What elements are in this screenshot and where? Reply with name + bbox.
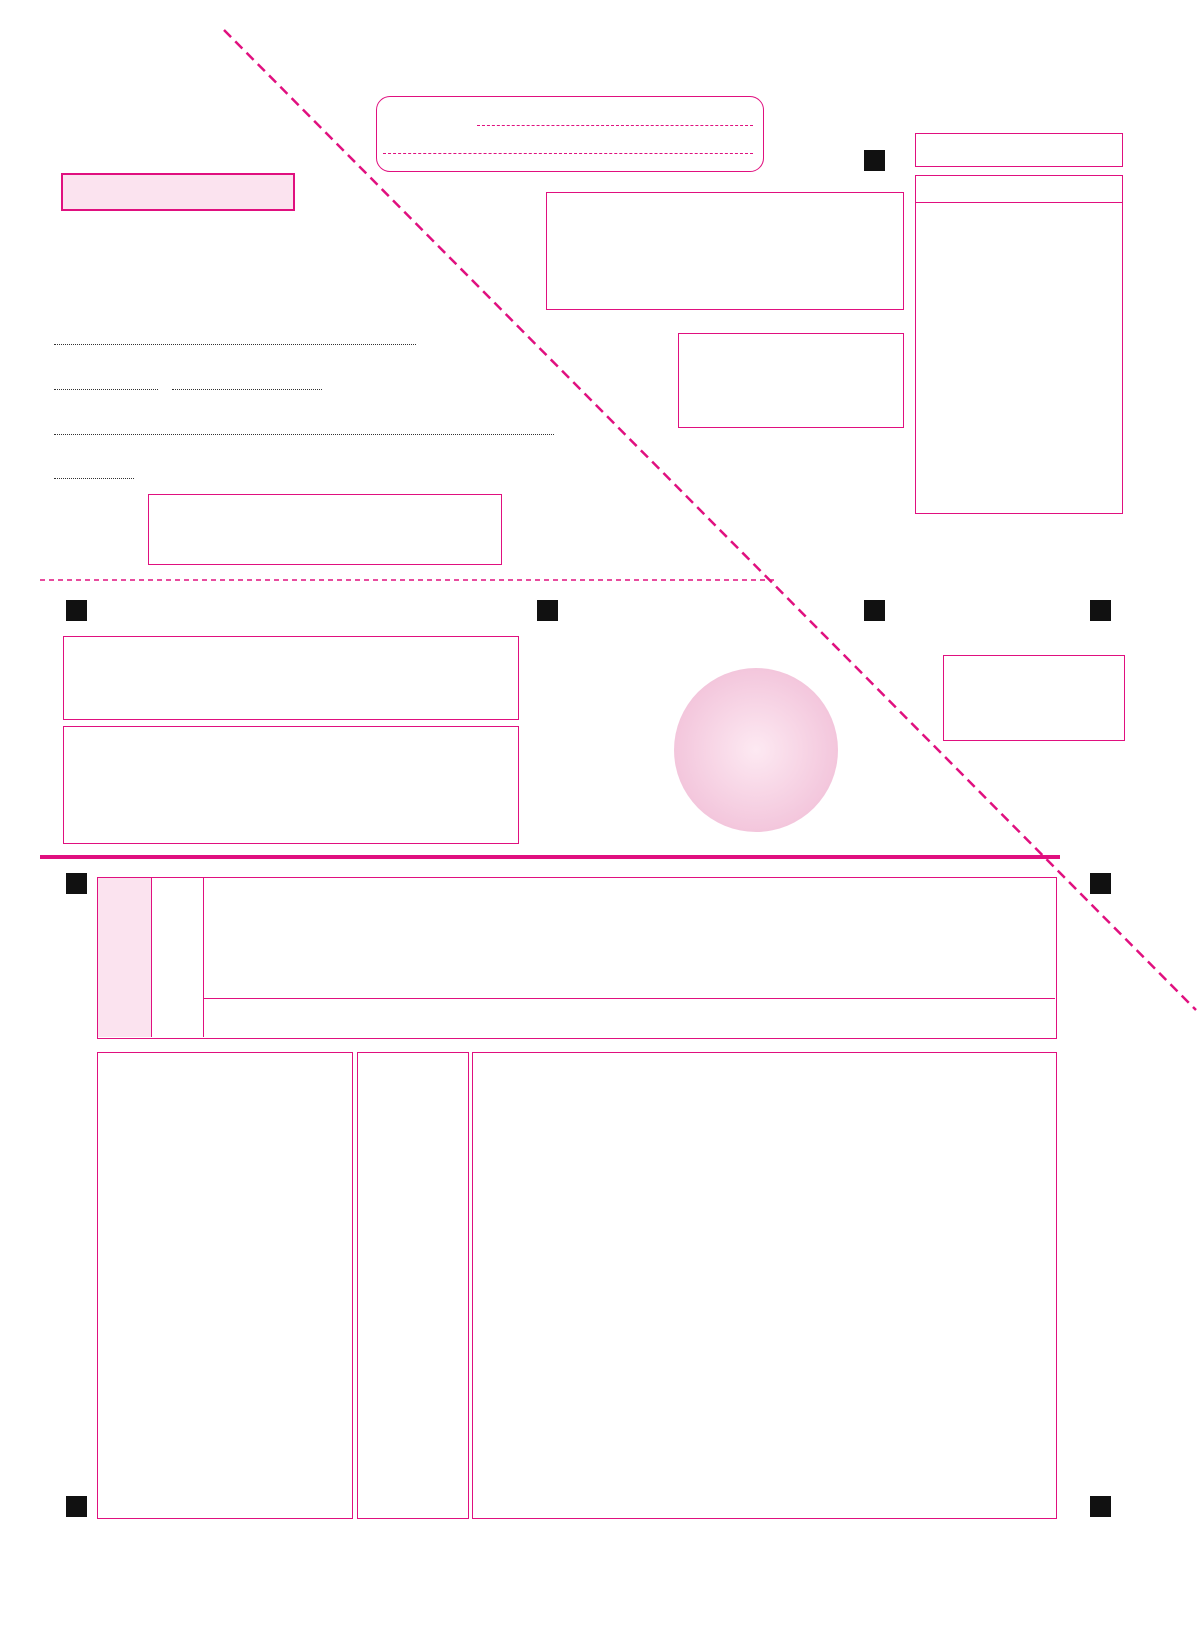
invigilator-signature-box[interactable]: [943, 655, 1125, 741]
subject-input-line[interactable]: [54, 434, 554, 435]
roll-in-words-line: [383, 153, 753, 154]
examination-field[interactable]: [54, 331, 416, 349]
paper-code-section: [97, 877, 1057, 1039]
office-use-box: [63, 636, 519, 720]
answer-books-field[interactable]: [54, 465, 134, 483]
divider: [203, 878, 204, 1037]
graph-notice: [61, 173, 295, 211]
roll-number-title: [916, 176, 1122, 203]
pen-notice-text: [916, 134, 1122, 140]
mcq-paper-no-section: [357, 1052, 469, 1519]
examination-input-line[interactable]: [54, 344, 416, 345]
barcode-box: [63, 726, 519, 844]
candidate-signature-box[interactable]: [678, 333, 904, 428]
paper-code-label-band: [98, 878, 151, 1037]
roll-in-words-line: [477, 125, 753, 126]
roll-sticker-box: [546, 192, 904, 310]
answer-books-input-line[interactable]: [54, 478, 134, 479]
mcq-serial-section: [97, 1052, 353, 1519]
roll-number-grid: [915, 175, 1123, 514]
barcode: [138, 755, 438, 813]
section-no-input-line[interactable]: [172, 389, 322, 390]
roll-in-words-box[interactable]: [376, 96, 764, 172]
graph-notice-text: [63, 175, 293, 181]
paper-no-field[interactable]: [54, 376, 322, 394]
subject-field[interactable]: [54, 421, 554, 439]
pen-notice: [915, 133, 1123, 167]
mcq-answers-section: [472, 1052, 1057, 1519]
divider: [203, 998, 1055, 999]
divider: [151, 878, 152, 1037]
date-seal-box[interactable]: [148, 494, 502, 565]
paper-no-input-line[interactable]: [54, 389, 158, 390]
seal-circle: [636, 630, 876, 870]
